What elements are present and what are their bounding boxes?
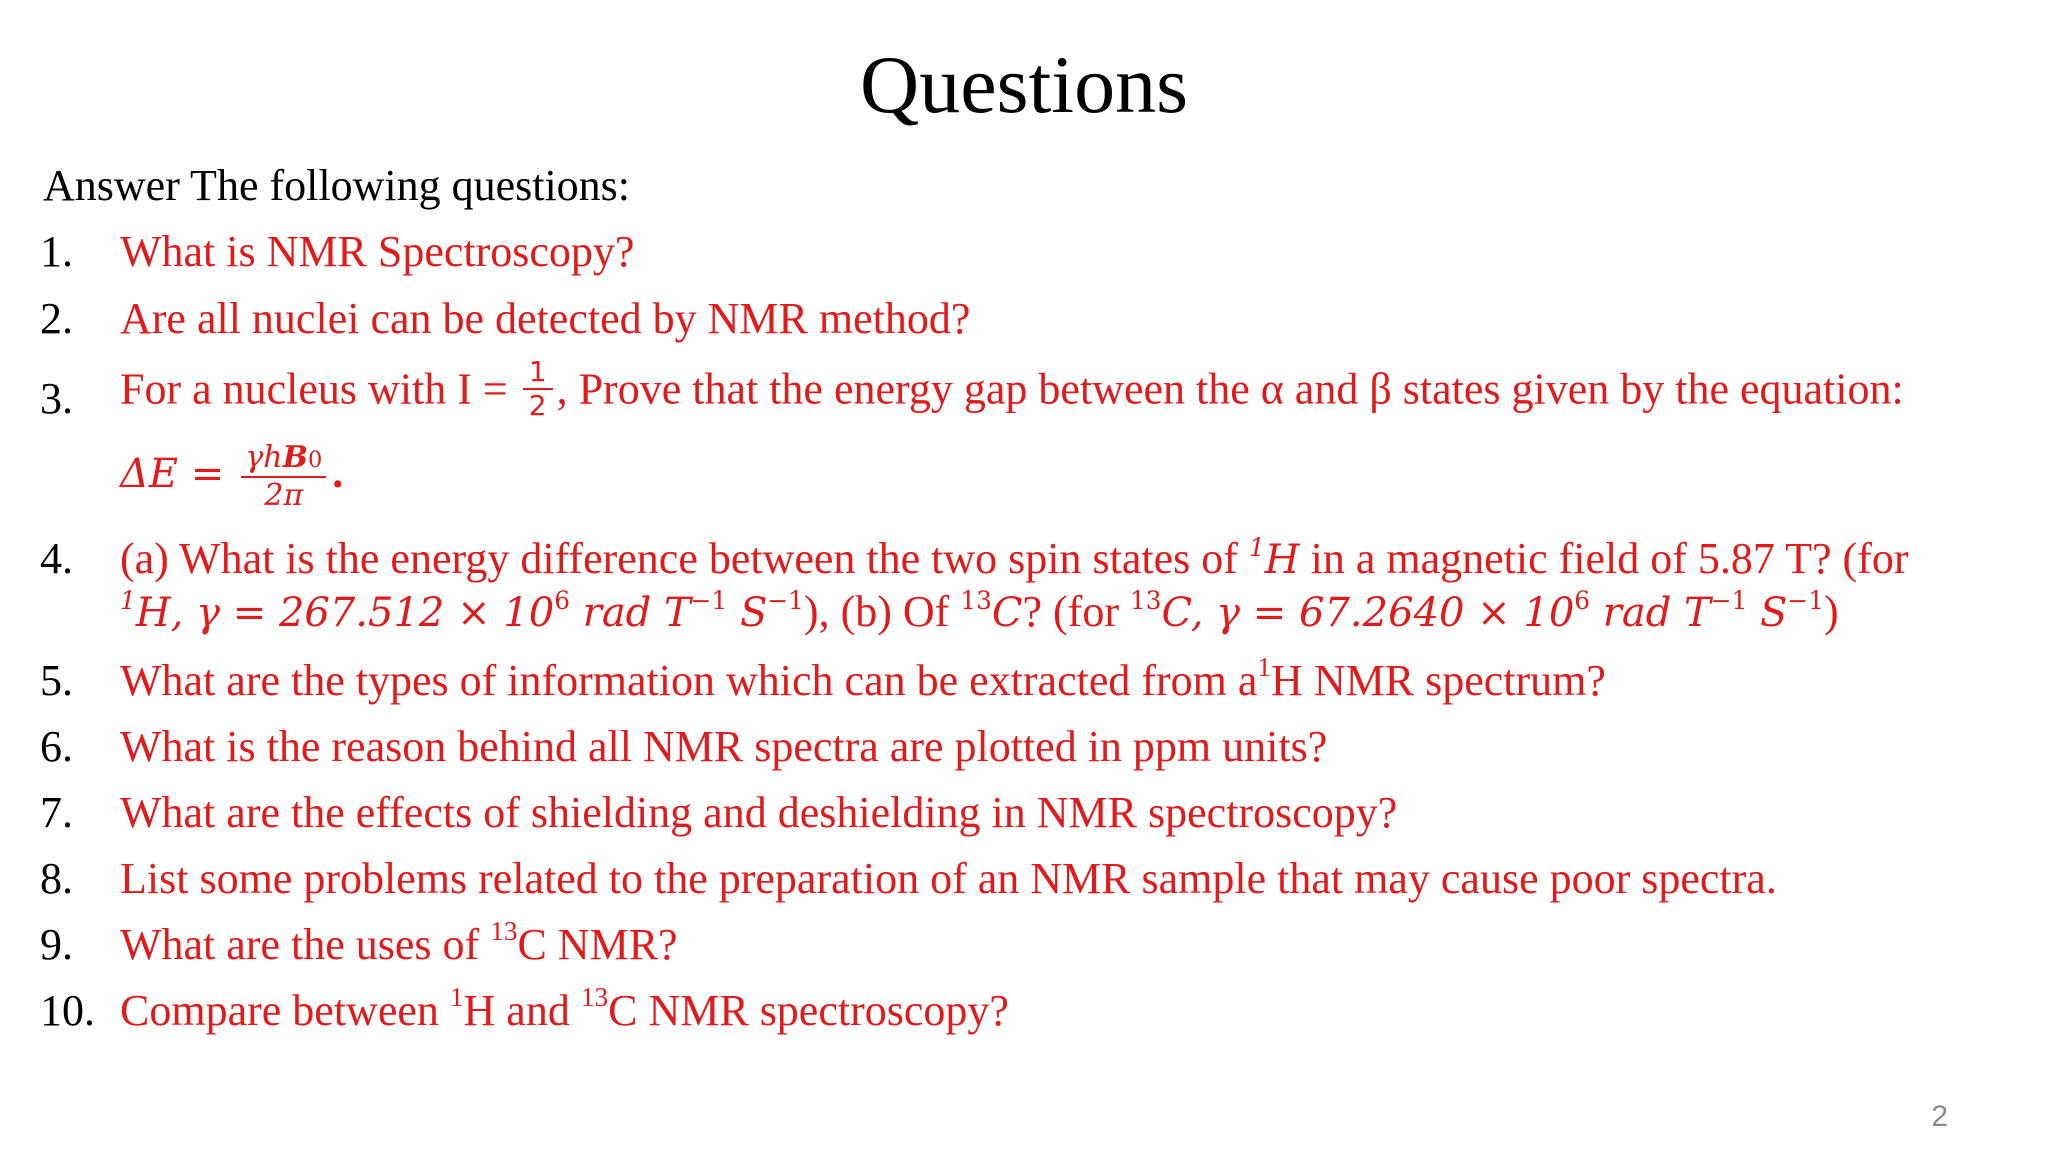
question-text-1: What is NMR Spectroscopy? [120, 227, 635, 276]
question-number-4: 4. [40, 534, 73, 583]
question-number-3: 3. [40, 374, 73, 423]
question-text-9: What are the uses of $^{13}$C NMR? [120, 915, 678, 969]
q3-pre: For a nucleus with I = [120, 364, 508, 414]
question-text-4-line2: $^1$H, $\gamma = 267.512 \times 10^6$ rad $T^{-1}$ $S^{-1}$), (b) Of $^{13}$C? (for $^{13}$C, $\gamma = 67.2640 \times 10^6$ rad $T^{-1}$ $S^{-1}$) [120, 585, 1839, 636]
question-text-7: What are the effects of shielding and deshielding in NMR spectroscopy? [120, 788, 1398, 837]
question-text-8: List some problems related to the preparation of an NMR sample that may cause poor spectra. [120, 854, 1777, 903]
question-number-7: 7. [40, 788, 73, 837]
eq-lhs: ΔE = [120, 451, 225, 498]
eq-fraction [241, 440, 326, 514]
q3-frac-num: 1 [523, 356, 553, 390]
question-text-4-line1: (a) What is the energy difference between the two spin states of $^1$H in a magnetic field of 5.87 T? (for [120, 532, 1909, 583]
question-text-2: Are all nuclei can be detected by NMR method? [120, 294, 971, 343]
question-number-9: 9. [40, 920, 73, 969]
eq-numerator: γhB0 [241, 440, 326, 478]
slide-title: Questions [860, 39, 1188, 130]
question-text-5: What are the types of information which can be extracted from $a^1H$ NMR spectrum? [120, 651, 1606, 705]
q3-post: , Prove that the energy gap between the α and β states given by the equation: [556, 364, 1904, 414]
question-number-1: 1. [40, 227, 73, 276]
question-number-6: 6. [40, 722, 73, 771]
eq-end: . [332, 448, 344, 498]
instructions-text: Answer The following questions: [43, 161, 631, 210]
question-text-10: Compare between $^1$H and $^{13}$C NMR spectroscopy? [120, 981, 1009, 1035]
question-number-5: 5. [40, 656, 73, 705]
question-3-equation [120, 440, 343, 514]
question-number-8: 8. [40, 854, 73, 903]
question-text-3 [120, 355, 1904, 426]
question-number-10: 10. [40, 986, 95, 1035]
question-number-2: 2. [40, 294, 73, 343]
page-number: 2 [1931, 1100, 1948, 1133]
question-text-6: What is the reason behind all NMR spectra are plotted in ppm units? [120, 722, 1328, 771]
eq-denominator: 2π [264, 478, 304, 513]
q3-frac-den: 2 [528, 389, 547, 423]
q3-fraction [523, 356, 553, 422]
